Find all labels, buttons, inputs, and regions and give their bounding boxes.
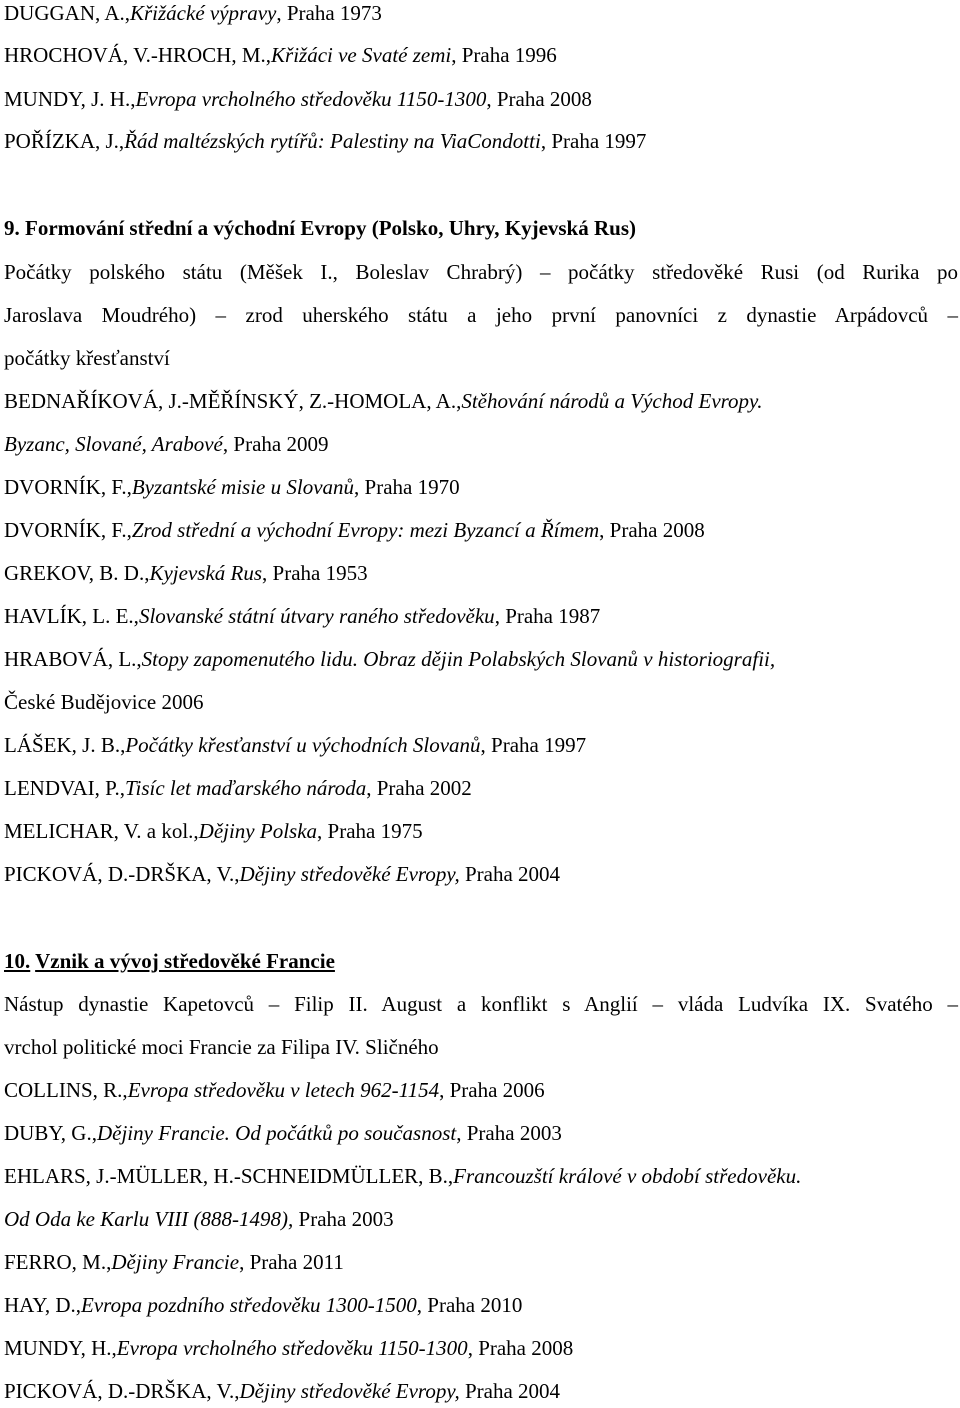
reference	[4, 1292, 522, 1318]
section-number: 9.	[4, 216, 20, 240]
reference	[4, 474, 460, 500]
ref-publisher: České Budějovice 2006	[4, 690, 204, 714]
reference	[4, 1335, 573, 1361]
ref-title: Evropa vrcholného středověku 1150-1300	[116, 1336, 468, 1360]
ref-publisher: , Praha 2002	[366, 776, 472, 800]
reference	[4, 42, 557, 68]
reference-continuation	[4, 689, 203, 715]
ref-publisher: , Praha 1996	[451, 43, 557, 67]
reference	[4, 128, 646, 154]
ref-title: Křižáci ve Svaté zemi	[271, 43, 452, 67]
ref-publisher: Praha 2003	[293, 1207, 394, 1231]
ref-publisher: , Praha 2008	[599, 518, 705, 542]
ref-author: HRABOVÁ, L.,	[4, 647, 142, 671]
reference-continuation	[4, 1206, 394, 1232]
section-title: Vznik a vývoj středověké Francie	[35, 949, 335, 973]
ref-author: DVORNÍK, F.,	[4, 475, 132, 499]
ref-title: Byzantské misie u Slovanů	[131, 475, 355, 499]
ref-author: MUNDY, H.,	[4, 1336, 117, 1360]
reference	[4, 1249, 344, 1275]
reference	[4, 818, 423, 844]
ref-publisher: Praha 2004	[459, 1379, 561, 1403]
ref-title: Řád maltézských rytířů: Palestiny na ViaCondotti	[124, 129, 541, 153]
reference	[4, 388, 762, 414]
section-description: Nástup dynastie Kapetovců – Filip II. August a konflikt s Anglií – vláda Ludvíka IX. Svatého –	[4, 992, 958, 1016]
ref-author: HAY, D.,	[4, 1293, 82, 1317]
ref-publisher: , Praha 2009	[222, 432, 329, 456]
ref-title: Evropa středověku v letech 962-1154	[127, 1078, 440, 1102]
ref-title: Dějiny Polska	[198, 819, 318, 843]
reference	[4, 1163, 801, 1189]
ref-author: HROCHOVÁ, V.-HROCH, M.,	[4, 43, 272, 67]
ref-author: DUBY, G.,	[4, 1121, 97, 1145]
ref-author: POŘÍZKA, J.,	[4, 129, 125, 153]
ref-author: GREKOV, B. D.,	[4, 561, 150, 585]
ref-title: Slovanské státní útvary raného středověku	[138, 604, 495, 628]
ref-author: DVORNÍK, F.,	[4, 518, 132, 542]
reference-continuation	[4, 431, 328, 457]
ref-title: Byzanc, Slované, Arabové	[4, 432, 223, 456]
ref-title: Kyjevská Rus	[149, 561, 263, 585]
ref-publisher: , Praha 2010	[416, 1293, 523, 1317]
ref-author: PICKOVÁ, D.-DRŠKA, V.,	[4, 862, 240, 886]
ref-publisher: , Praha 2003	[456, 1121, 562, 1145]
ref-publisher: , Praha 2006	[439, 1078, 545, 1102]
reference	[4, 517, 705, 543]
reference	[4, 603, 600, 629]
ref-title: Dějiny středověké Evropy,	[239, 1379, 460, 1403]
ref-title: Francouzští králové v období středověku.	[453, 1164, 802, 1188]
reference	[4, 1120, 562, 1146]
section-description: počátky křesťanství	[4, 346, 170, 370]
ref-author: DUGGAN, A.,	[4, 1, 130, 25]
ref-title: Stěhování národů a Východ Evropy.	[461, 389, 763, 413]
ref-author: LÁŠEK, J. B.,	[4, 733, 126, 757]
ref-author: MUNDY, J. H.,	[4, 87, 136, 111]
ref-title: Křižácké výpravy	[130, 1, 277, 25]
ref-publisher: Praha 2004	[459, 862, 561, 886]
ref-author: HAVLÍK, L. E.,	[4, 604, 139, 628]
section-heading	[4, 948, 335, 974]
ref-author: EHLARS, J.-MÜLLER, H.-SCHNEIDMÜLLER, B.,	[4, 1164, 454, 1188]
ref-publisher: , Praha 1973	[276, 1, 382, 25]
ref-title: Počátky křesťanství u východních Slovanů	[125, 733, 481, 757]
ref-publisher: , Praha 2008	[486, 87, 592, 111]
reference	[4, 861, 560, 887]
ref-title: Dějiny Francie. Od počátků po současnost	[96, 1121, 457, 1145]
reference	[4, 86, 592, 112]
ref-publisher: , Praha 1975	[317, 819, 423, 843]
ref-title: Dějiny Francie	[111, 1250, 240, 1274]
reference	[4, 646, 775, 672]
ref-publisher: , Praha 2011	[239, 1250, 344, 1274]
reference	[4, 775, 472, 801]
ref-author: COLLINS, R.,	[4, 1078, 128, 1102]
reference	[4, 560, 368, 586]
ref-author: BEDNAŘÍKOVÁ, J.-MĚŘÍNSKÝ, Z.-HOMOLA, A.,	[4, 389, 462, 413]
section-description: Počátky polského státu (Měšek I., Boleslav Chrabrý) – počátky středověké Rusi (od Rurika po	[4, 260, 958, 284]
ref-publisher: , Praha 1997	[540, 129, 647, 153]
reference	[4, 1378, 560, 1404]
ref-author: MELICHAR, V. a kol.,	[4, 819, 199, 843]
section-number: 10.	[4, 949, 31, 973]
ref-publisher: , Praha 2008	[467, 1336, 574, 1360]
reference	[4, 732, 586, 758]
section-description: Jaroslava Moudrého) – zrod uherského státu a jeho první panovníci z dynastie Arpádovců –	[4, 303, 958, 327]
ref-publisher: , Praha 1997	[480, 733, 587, 757]
ref-publisher: , Praha 1987	[494, 604, 601, 628]
section-title: Formování střední a východní Evropy (Polsko, Uhry, Kyjevská Rus)	[25, 216, 636, 240]
ref-title: Zrod střední a východní Evropy: mezi Byzancí a Římem	[131, 518, 600, 542]
ref-title: Stopy zapomenutého lidu. Obraz dějin Polabských Slovanů v historiografii,	[141, 647, 776, 671]
reference	[4, 0, 382, 26]
ref-publisher: , Praha 1970	[354, 475, 460, 499]
ref-publisher: , Praha 1953	[262, 561, 368, 585]
ref-title: Od Oda ke Karlu VIII (888-1498),	[4, 1207, 294, 1231]
ref-title: Evropa pozdního středověku 1300-1500	[81, 1293, 417, 1317]
ref-author: PICKOVÁ, D.-DRŠKA, V.,	[4, 1379, 240, 1403]
section-description: vrchol politické moci Francie za Filipa IV. Sličného	[4, 1035, 439, 1059]
ref-title: Tisíc let maďarského národa	[124, 776, 367, 800]
ref-author: LENDVAI, P.,	[4, 776, 125, 800]
section-heading	[4, 215, 636, 241]
ref-author: FERRO, M.,	[4, 1250, 112, 1274]
ref-title: Evropa vrcholného středověku 1150-1300	[135, 87, 487, 111]
reference	[4, 1077, 545, 1103]
ref-title: Dějiny středověké Evropy,	[239, 862, 460, 886]
